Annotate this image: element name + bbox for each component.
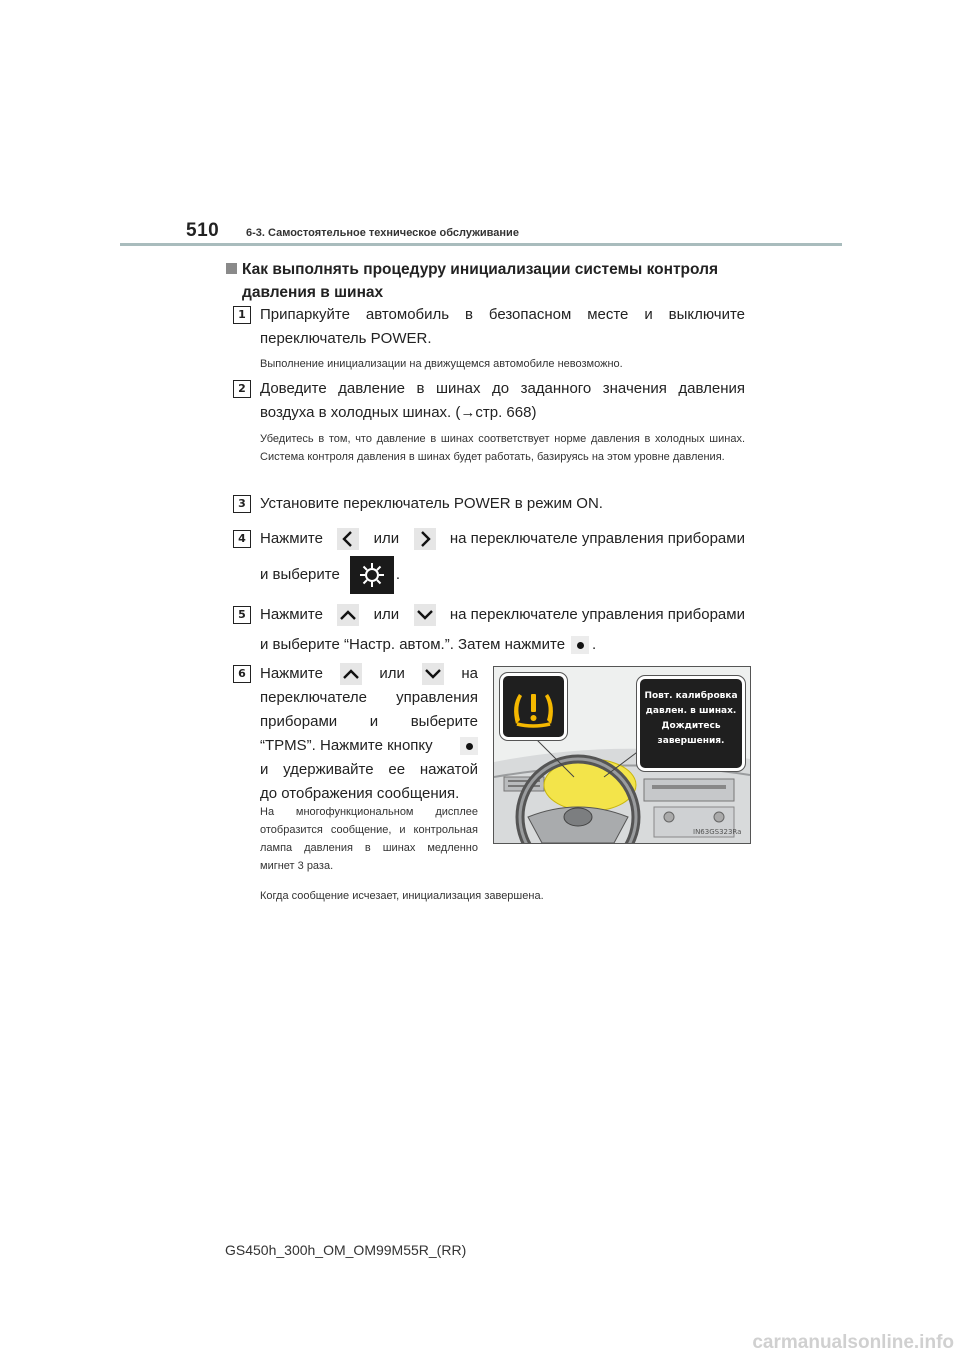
chevron-right-icon [414,528,436,550]
chevron-up-icon [337,604,359,626]
procedure-heading: Как выполнять процедуру инициализации системы контроля давления в шинах [226,258,746,304]
step-number-2: 2 [233,380,251,398]
chevron-up-icon [340,663,362,685]
chevron-down-icon [422,663,444,685]
mfd-message-line-4: завершения. [657,736,725,746]
watermark: carmanualsonline.info [752,1332,954,1353]
illustration-code: IN63GS323Ra [693,828,742,836]
document-code: GS450h_300h_OM_OM99M55R_(RR) [225,1242,467,1258]
step-1-text: Припаркуйте автомобиль в безопасном месте и выключите переключатель POWER. [260,306,745,347]
mfd-message-line-2: давлен. в шинах. [645,706,737,716]
step-number-6: 6 [233,665,251,683]
step-5-line1: Нажмите или на переключателе управления приборами [260,603,745,627]
step-number-4: 4 [233,530,251,548]
step-1-note: Выполнение инициализации на движущемся автомобиле невозможно. [260,358,623,370]
gear-icon [350,556,394,594]
mfd-message-callout [637,676,745,771]
step-number-1: 1 [233,306,251,324]
step-3-text: Установите переключатель POWER в режим ON. [260,495,603,512]
step-5-line2: и выберите “Настр. автом.”. Затем нажмите . [260,636,597,653]
step-4-line2: и выберите . [260,556,745,594]
chevron-left-icon [337,528,359,550]
step-number-3: 3 [233,495,251,513]
mfd-message-line-1: Повт. калибровка [644,691,738,701]
step-4-line1: Нажмите или на переключателе управления приборами [260,527,745,551]
header-rule [120,243,842,246]
step-6-text: Нажмите или на переключателе управления приборами и выберите “TPMS”. Нажмите кнопку и удерживайте ее нажатой до отображения сообщения. [260,665,478,802]
enter-dot-icon [571,636,589,654]
enter-dot-icon [460,737,478,755]
step-2-note: Убедитесь в том, что давление в шинах соответствует норме давления в холодных шинах. Система контроля давления в шинах будет работать, базируясь на этом уровне давления. [260,433,745,463]
step-number-5: 5 [233,606,251,624]
step-2-text: Доведите давление в шинах до заданного значения давления воздуха в холодных шинах. (→стр. 668) [260,380,745,421]
section-title: 6-3. Самостоятельное техническое обслуживание [246,227,519,239]
page-number: 510 [186,220,220,241]
chevron-down-icon [414,604,436,626]
tire-pressure-warning-icon [500,673,567,740]
completion-note: Когда сообщение исчезает, инициализация завершена. [260,890,544,902]
mfd-message-line-3: Дождитесь [661,721,721,731]
heading-bullet-icon [226,263,237,274]
step-6-note: На многофункциональном дисплее отобразится сообщение, и контрольная лампа давления в шинах медленно мигнет 3 раза. [260,806,478,872]
